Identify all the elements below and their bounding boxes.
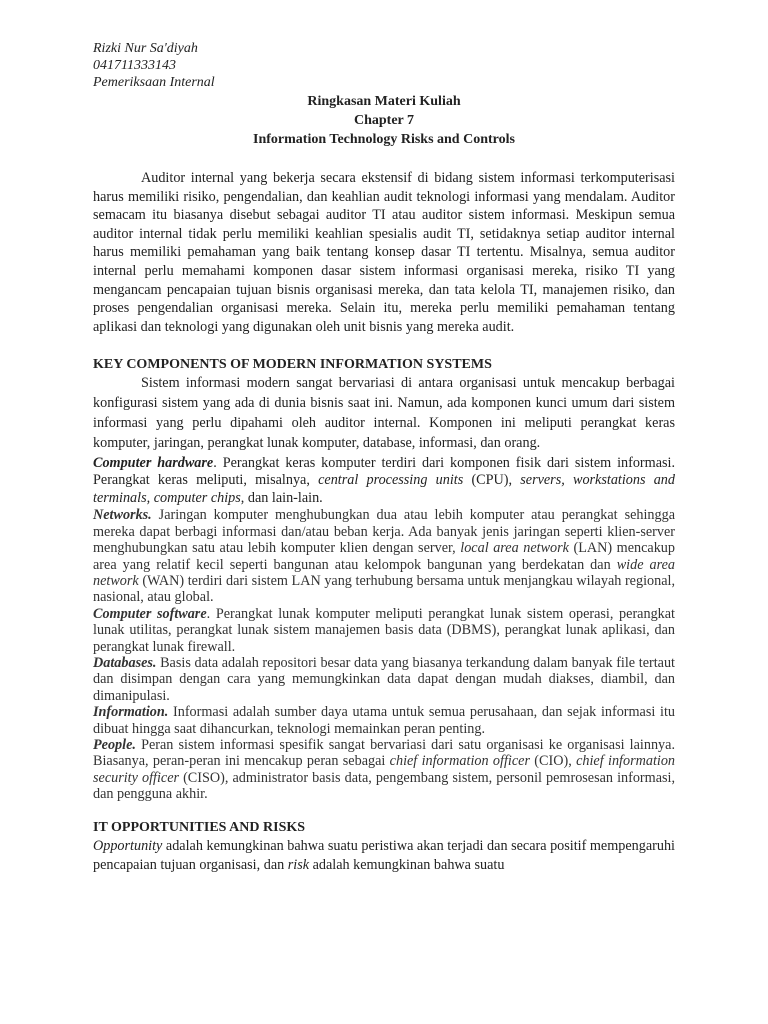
- item-networks: Networks. Jaringan komputer menghubungkan dua atau lebih komputer atau perangkat sehingga mereka dapat berbagi informasi dan/atau beban kerja. Ada banyak jenis jaringan seperti klien-server menghubungkan satu atau lebih komputer klien dengan server, local area network (LAN) mencakup area yang relatif kecil seperti bangunan atau kelompok bangunan yang berdekatan dan wide area network (WAN) terdiri dari sistem LAN yang terhubung bersama untuk menjangkau wilayah regional, nasional, atau global.: [93, 507, 675, 606]
- document-title: [93, 92, 675, 149]
- item-information: Information. Informasi adalah sumber daya utama untuk semua perusahaan, dan sejak informasi itu dibuat hingga saat dihancurkan, teknologi memainkan peran penting.: [93, 704, 675, 737]
- author-block: [93, 40, 675, 91]
- item-computer-software: Computer software. Perangkat lunak komputer meliputi perangkat lunak sistem operasi, perangkat lunak utilitas, perangkat lunak sistem manajemen basis data (DBMS), perangkat lunak aplikasi, dan perangkat lunak firewall.: [93, 605, 675, 655]
- student-id: 041711333143: [93, 58, 176, 73]
- title-line-3: Information Technology Risks and Controls: [253, 132, 515, 147]
- term-databases: Databases.: [93, 654, 157, 671]
- section-paragraph: Sistem informasi modern sangat bervariasi di antara organisasi untuk mencakup berbagai konfigurasi sistem yang ada di dunia bisnis saat ini. Namun, ada komponen kunci umum dari sistem informasi yang perlu dipahami oleh auditor internal. Komponen ini meliputi perangkat keras komputer, jaringan, perangkat lunak komputer, database, informasi, dan orang.: [93, 375, 675, 451]
- term-networks: Networks.: [93, 507, 152, 524]
- title-line-2: Chapter 7: [353, 113, 415, 128]
- term-information: Information.: [93, 704, 169, 721]
- intro-paragraph: Auditor internal yang bekerja secara ekstensif di bidang sistem informasi terkomputerisasi harus memiliki risiko, pengendalian, dan keahlian audit teknologi informasi yang mendalam. Auditor semacam itu biasanya disebut sebagai auditor TI atau auditor sistem informasi. Meskipun semua auditor internal tidak perlu memiliki keahlian spesialis audit TI, setidaknya setiap auditor internal harus memiliki pemahaman yang baik tentang konsep dasar TI tertentu. Misalnya, semua auditor internal perlu memahami komponen dasar sistem informasi organisasi mereka, risiko TI yang mengancam pencapaian tujuan bisnis organisasi mereka, dan tata kelola TI, manajemen risiko, dan proses pengendalian organisasi mereka. Selain itu, mereka perlu memiliki pemahaman tentang aplikasi dan teknologi yang digunakan oleh unit bisnis yang mereka audit.: [93, 170, 675, 335]
- title-line-1: Ringkasan Materi Kuliah: [307, 94, 461, 109]
- document-page: [93, 40, 675, 876]
- course-name: Pemeriksaan Internal: [93, 75, 215, 90]
- item-computer-hardware: Computer hardware. Perangkat keras komputer terdiri dari komponen fisik dari sistem informasi. Perangkat keras meliputi, misalnya, central processing units (CPU), servers, workstations and terminals, computer chips, dan lain-lain.: [93, 454, 675, 506]
- section-heading-it-opportunities: IT OPPORTUNITIES AND RISKS: [93, 819, 306, 835]
- author-name: Rizki Nur Sa'diyah: [93, 41, 198, 56]
- item-people: People. Peran sistem informasi spesifik sangat bervariasi dari satu organisasi ke organisasi lainnya. Biasanya, peran-peran ini mencakup peran sebagai chief information officer (CIO), chief information security officer (CISO), administrator basis data, pengembang sistem, personil pemrosesan informasi, dan pengguna akhir.: [93, 737, 676, 803]
- term-computer-software: Computer software: [93, 605, 207, 622]
- item-databases: Databases. Basis data adalah repositori besar data yang biasanya terkandung dalam banyak file tertaut dan disimpan dengan cara yang memungkinkan data dapat dengan mudah diakses, diambil, dan dimanipulasi.: [93, 654, 675, 704]
- term-computer-hardware: Computer hardware: [93, 454, 214, 471]
- term-people: People.: [93, 737, 136, 753]
- opportunities-paragraph: Opportunity adalah kemungkinan bahwa suatu peristiwa akan terjadi dan secara positif mempengaruhi pencapaian tujuan organisasi, dan risk adalah kemungkinan bahwa suatu: [93, 837, 675, 874]
- section-heading-key-components: KEY COMPONENTS OF MODERN INFORMATION SYSTEMS: [93, 357, 492, 373]
